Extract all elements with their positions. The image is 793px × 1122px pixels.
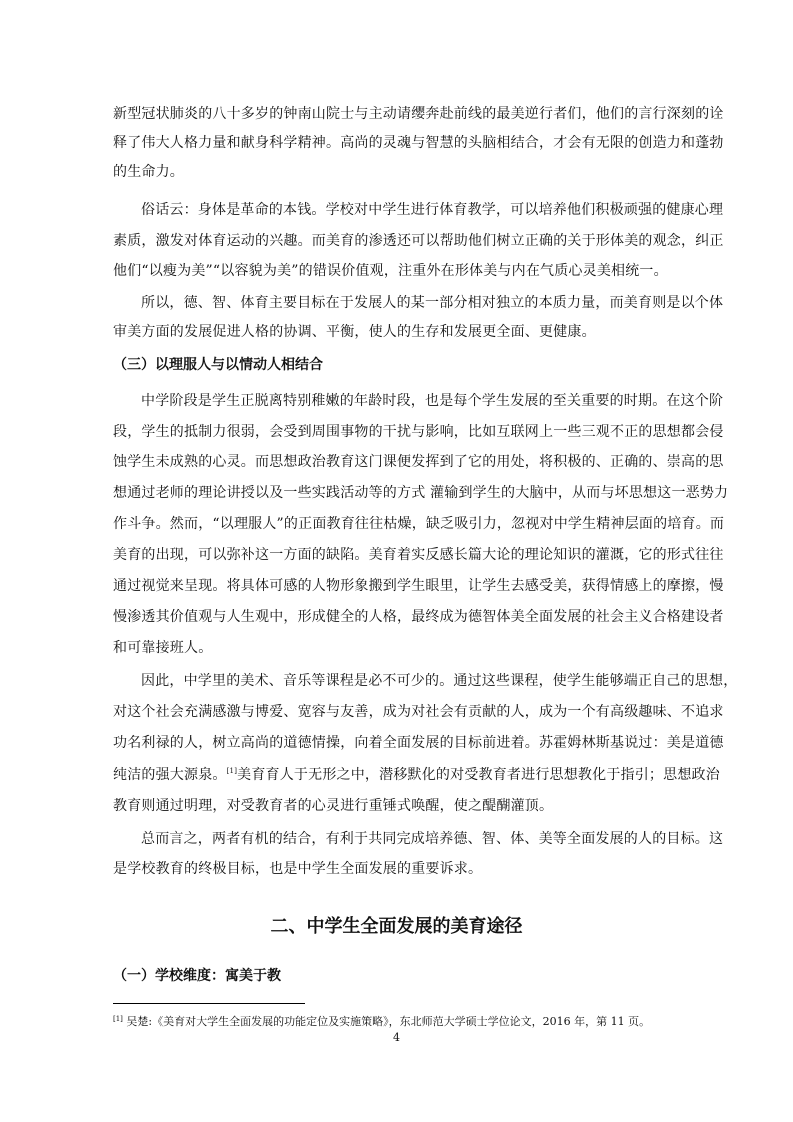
paragraph-line: 作斗争。然而，“以理服人”的正面教育往往枯燥，缺乏吸引力，忽视对中学生精神层面的培育。而 xyxy=(113,516,725,532)
paragraph-line: 和可靠接班人。 xyxy=(113,640,213,656)
section-heading: （一）学校维度：寓美于教 xyxy=(113,968,281,984)
line-text: 美育育人于无形之中，潜移默化的对受教育者进行思想教化于指引；思想政治 xyxy=(237,767,720,783)
line-text: 纯洁的强大源泉。 xyxy=(113,767,227,783)
section-heading: （三）以理服人与以情动人相结合 xyxy=(113,357,323,373)
paragraph-line: 慢渗透其价值观与人生观中，形成健全的人格，最终成为德智体美全面发展的社会主义合格建设者 xyxy=(113,609,724,625)
footnote-text: 吴楚:《美育对大学生全面发展的功能定位及实施策略》，东北师范大学硕士学位论文，2016 年，第 11 页。 xyxy=(122,1015,651,1028)
paragraph-line: 段，学生的抵制力很弱，会受到周围事物的干扰与影响，比如互联网上一些三观不正的思想都会侵 xyxy=(113,424,724,440)
footnote-separator xyxy=(113,1003,305,1004)
paragraph-line: 美育的出现，可以弥补这一方面的缺陷。美育着实反感长篇大论的理论知识的灌溉，它的形式往往 xyxy=(113,547,724,563)
page-number: 4 xyxy=(393,1031,400,1044)
paragraph-line: 素质，激发对体育运动的兴趣。而美育的渗透还可以帮助他们树立正确的关于形体美的观念，纠正 xyxy=(113,233,724,249)
paragraph-line: 俗话云：身体是革命的本钱。学校对中学生进行体育教学，可以培养他们积极顽强的健康心理 xyxy=(141,202,724,218)
paragraph-line: 的生命力。 xyxy=(113,164,184,180)
paragraph-line: 审美方面的发展促进人格的协调、平衡，使人的生存和发展更全面、更健康。 xyxy=(113,324,596,340)
paragraph-line: 教育则通过明理，对受教育者的心灵进行重锤式唤醒，使之醍醐灌顶。 xyxy=(113,798,554,814)
paragraph-line: 他们“以瘦为美”“以容貌为美”的错误价值观，注重外在形体美与内在气质心灵美相统一。 xyxy=(113,263,668,279)
chapter-heading: 二、中学生全面发展的美育途径 xyxy=(270,916,523,937)
paragraph-line: 想通过老师的理论讲授以及一些实践活动等的方式 灌输到学生的大脑中，从而与坏思想这一恶势力 xyxy=(113,485,729,501)
paragraph-line: 蚀学生未成熟的心灵。而思想政治教育这门课便发挥到了它的用处，将积极的、正确的、崇高的思 xyxy=(113,454,724,470)
paragraph-line: 总而言之，两者有机的结合，有利于共同完成培养德、智、体、美等全面发展的人的目标。这 xyxy=(141,831,724,847)
paragraph-line: 功名利禄的人，树立高尚的道德情操，向着全面发展的目标前进着。苏霍姆林斯基说过：美是道德 xyxy=(113,735,724,751)
paragraph-line: 新型冠状肺炎的八十多岁的钟南山院士与主动请缨奔赴前线的最美逆行者们，他们的言行深刻的诠 xyxy=(113,106,724,122)
paragraph-line: 是学校教育的终极目标，也是中学生全面发展的重要诉求。 xyxy=(113,861,483,877)
paragraph-line: 对这个社会充满感激与博爱、宽容与友善，成为对社会有贡献的人，成为一个有高级趣味、不追求 xyxy=(113,704,724,720)
paragraph-line: 通过视觉来呈现。将具体可感的人物形象搬到学生眼里，让学生去感受美，获得情感上的摩擦，慢 xyxy=(113,578,724,594)
paragraph-line-with-citation xyxy=(113,768,720,782)
paragraph-line: 中学阶段是学生正脱离特别稚嫩的年龄时段，也是每个学生发展的至关重要的时期。在这个阶 xyxy=(141,393,724,409)
paragraph-line: 所以，德、智、体育主要目标在于发展人的某一部分相对独立的本质力量，而美育则是以个体 xyxy=(141,295,724,311)
paragraph-line: 因此，中学里的美术、音乐等课程是必不可少的。通过这些课程，使学生能够端正自己的思想， xyxy=(141,673,738,689)
citation-marker[interactable]: [1] xyxy=(226,767,238,775)
footnote-marker: [1] xyxy=(113,1015,123,1023)
paragraph-line: 释了伟大人格力量和献身科学精神。高尚的灵魂与智慧的头脑相结合，才会有无限的创造力和蓬勃 xyxy=(113,135,724,151)
footnote xyxy=(113,1016,650,1027)
